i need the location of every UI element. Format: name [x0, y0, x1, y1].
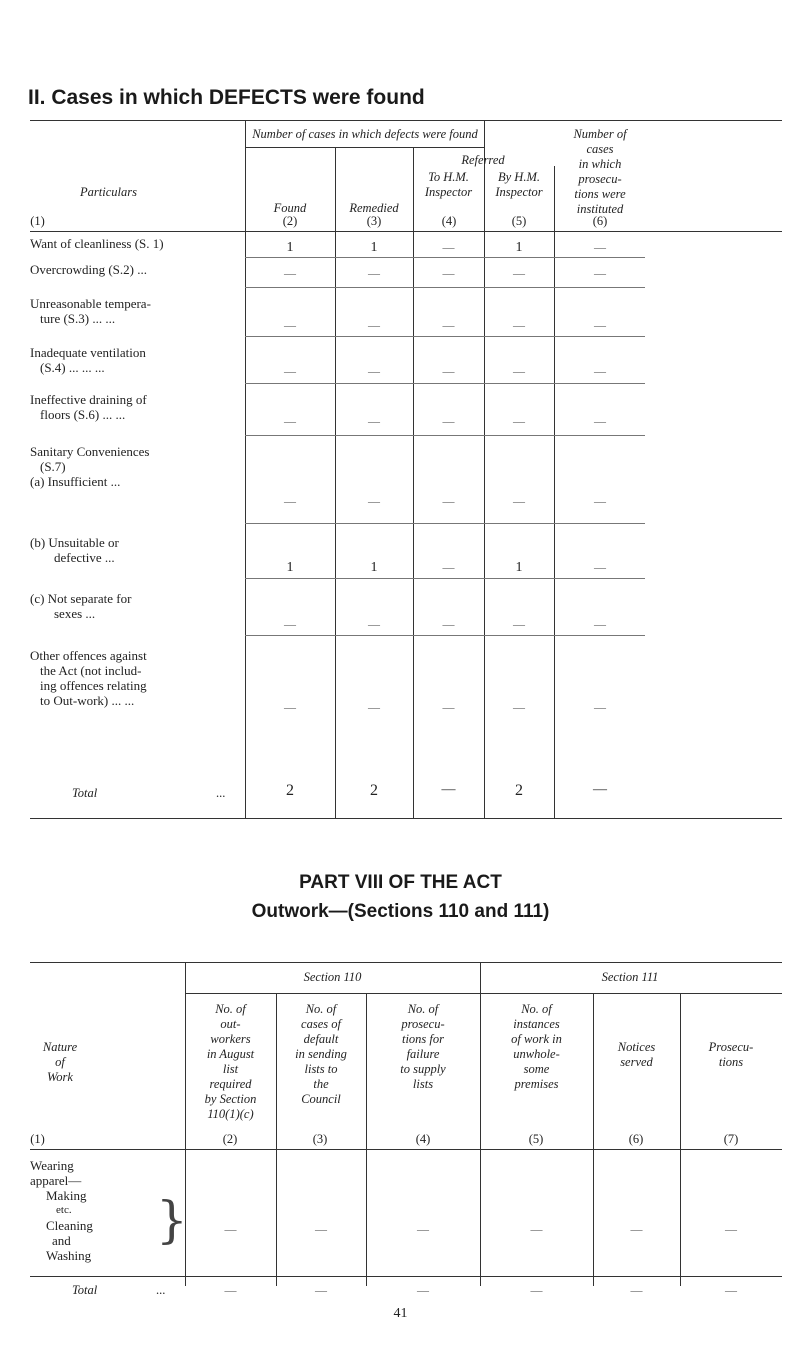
p8-row-value: — [315, 1222, 327, 1236]
p8-header-col7: Prosecu- tions [708, 1040, 754, 1069]
part-title: PART VIII OF THE ACT [299, 872, 502, 893]
row-value: — [368, 414, 380, 428]
row-value: 1 [370, 240, 378, 255]
total-prosecutions: — [593, 782, 607, 797]
p8-row-value: — [725, 1222, 737, 1236]
p8-row-value: — [417, 1222, 429, 1236]
col-num-2: (2) [282, 214, 298, 228]
number-found-header: Number of cases in which defects were found [252, 127, 478, 141]
row-value: — [368, 364, 380, 378]
row-label: Other offences against the Act (not includ- ing offences relating to Out-work) ... ... [30, 648, 147, 708]
total-by-hm: 2 [515, 782, 523, 799]
p8-col-num-4: (4) [415, 1132, 431, 1146]
row-value: — [284, 414, 296, 428]
by-hm-header: By H.M. [498, 170, 540, 184]
p8-total-value: — [725, 1283, 737, 1297]
to-hm-header-2: Inspector [424, 185, 473, 199]
p8-col-num-6: (6) [628, 1132, 644, 1146]
row-value: — [442, 240, 455, 254]
p8-col-num-7: (7) [723, 1132, 739, 1146]
row-value: — [513, 266, 525, 280]
p8-header-col1: Nature of Work [42, 1040, 78, 1084]
row-label: Overcrowding (S.2) ... [30, 262, 147, 277]
row-value: — [513, 414, 525, 428]
row-value: 1 [515, 240, 523, 255]
row-value: — [368, 617, 380, 631]
row-value: — [513, 494, 525, 508]
row-value: — [442, 364, 455, 378]
p8-total-value: — [315, 1283, 327, 1297]
col-num-5: (5) [511, 214, 527, 228]
p8-header-col4: No. of prosecu- tions for failure to supply lists [400, 1002, 446, 1091]
row-value: — [594, 318, 606, 332]
row-value: — [513, 318, 525, 332]
row-value: — [594, 700, 606, 714]
row-value: — [594, 560, 606, 574]
to-hm-header: To H.M. [428, 170, 469, 184]
row-value: — [442, 617, 455, 631]
row-label: (c) Not separate for sexes ... [30, 591, 132, 621]
row-value: — [442, 414, 455, 428]
row-value: — [442, 560, 455, 574]
p8-header-col5: No. of instances of work in unwhole- some premises [511, 1002, 562, 1091]
p8-header-col6: Notices served [617, 1040, 656, 1069]
p8-total-dots: ... [156, 1283, 166, 1297]
row-value: — [284, 700, 296, 714]
row-value: — [442, 494, 455, 508]
row-value: — [368, 318, 380, 332]
p8-row-label: Wearing apparel— Making etc. Cleaning and Washing [30, 1158, 93, 1263]
row-value: — [594, 414, 606, 428]
found-header: Found [273, 201, 307, 215]
p8-total-value: — [530, 1283, 543, 1297]
row-value: — [284, 266, 296, 280]
p8-header-col2: No. of out- workers in August list required by Section 110(1)(c) [204, 1002, 257, 1121]
p8-row-value: — [530, 1222, 543, 1236]
row-label: (b) Unsuitable or defective ... [30, 535, 119, 565]
section-heading: II. Cases in which DEFECTS were found [28, 86, 425, 109]
part-subtitle: Outwork—(Sections 110 and 111) [251, 901, 550, 922]
row-value: — [368, 700, 380, 714]
row-value: — [594, 240, 606, 254]
row-value: — [368, 494, 380, 508]
p8-col-num-5: (5) [528, 1132, 544, 1146]
p8-total-label: Total [72, 1283, 98, 1297]
row-value: — [594, 266, 606, 280]
row-value: — [513, 617, 525, 631]
col-num-3: (3) [366, 214, 382, 228]
prosecutions-header: Number of cases in which prosecu- tions were instituted [573, 127, 627, 216]
p8-row-value: — [630, 1222, 643, 1236]
row-value: 1 [286, 240, 294, 255]
p8-col-num-1: (1) [30, 1132, 45, 1146]
col-num-4: (4) [441, 214, 457, 228]
col-num-6: (6) [592, 214, 608, 228]
total-dots: ... [216, 786, 226, 800]
row-value: — [284, 494, 296, 508]
p8-total-value: — [224, 1283, 237, 1297]
row-value: — [594, 364, 606, 378]
total-found: 2 [286, 782, 294, 799]
page-number: 41 [393, 1306, 408, 1321]
total-to-hm: — [441, 782, 456, 797]
row-label: Unreasonable tempera- ture (S.3) ... ... [30, 296, 151, 326]
total-label: Total [72, 786, 98, 800]
section-110-header: Section 110 [303, 970, 362, 984]
remedied-header: Remedied [349, 201, 399, 215]
row-value: 1 [286, 560, 294, 575]
p8-total-value: — [417, 1283, 429, 1297]
row-label: Inadequate ventilation (S.4) ... ... ... [30, 345, 146, 375]
brace-icon: } [156, 1191, 188, 1249]
p8-col-num-2: (2) [222, 1132, 238, 1146]
row-value: — [284, 318, 296, 332]
row-label: Ineffective draining of floors (S.6) ... ... [30, 392, 147, 422]
referred-header: Referred [461, 153, 505, 167]
row-value: — [594, 617, 606, 631]
p8-header-col3: No. of cases of default in sending lists to the Council [295, 1002, 347, 1106]
particulars-header: Particulars [80, 185, 137, 199]
p8-col-num-3: (3) [312, 1132, 328, 1146]
row-value: — [513, 700, 525, 714]
row-value: 1 [370, 560, 378, 575]
row-value: — [284, 364, 296, 378]
row-value: — [442, 318, 455, 332]
row-label: Sanitary Conveniences (S.7) (a) Insufficient ... [30, 444, 150, 489]
by-hm-header-2: Inspector [495, 185, 543, 199]
row-value: — [284, 617, 296, 631]
row-value: — [442, 700, 455, 714]
col-num-1: (1) [30, 214, 45, 228]
p8-row-value: — [224, 1222, 237, 1236]
row-value: — [513, 364, 525, 378]
total-remedied: 2 [370, 782, 378, 799]
p8-total-value: — [630, 1283, 643, 1297]
section-111-header: Section 111 [601, 970, 659, 984]
row-label: Want of cleanliness (S. 1) [30, 236, 164, 251]
row-value: — [594, 494, 606, 508]
row-value: — [368, 266, 380, 280]
row-value: — [442, 266, 455, 280]
row-value: 1 [515, 560, 523, 575]
